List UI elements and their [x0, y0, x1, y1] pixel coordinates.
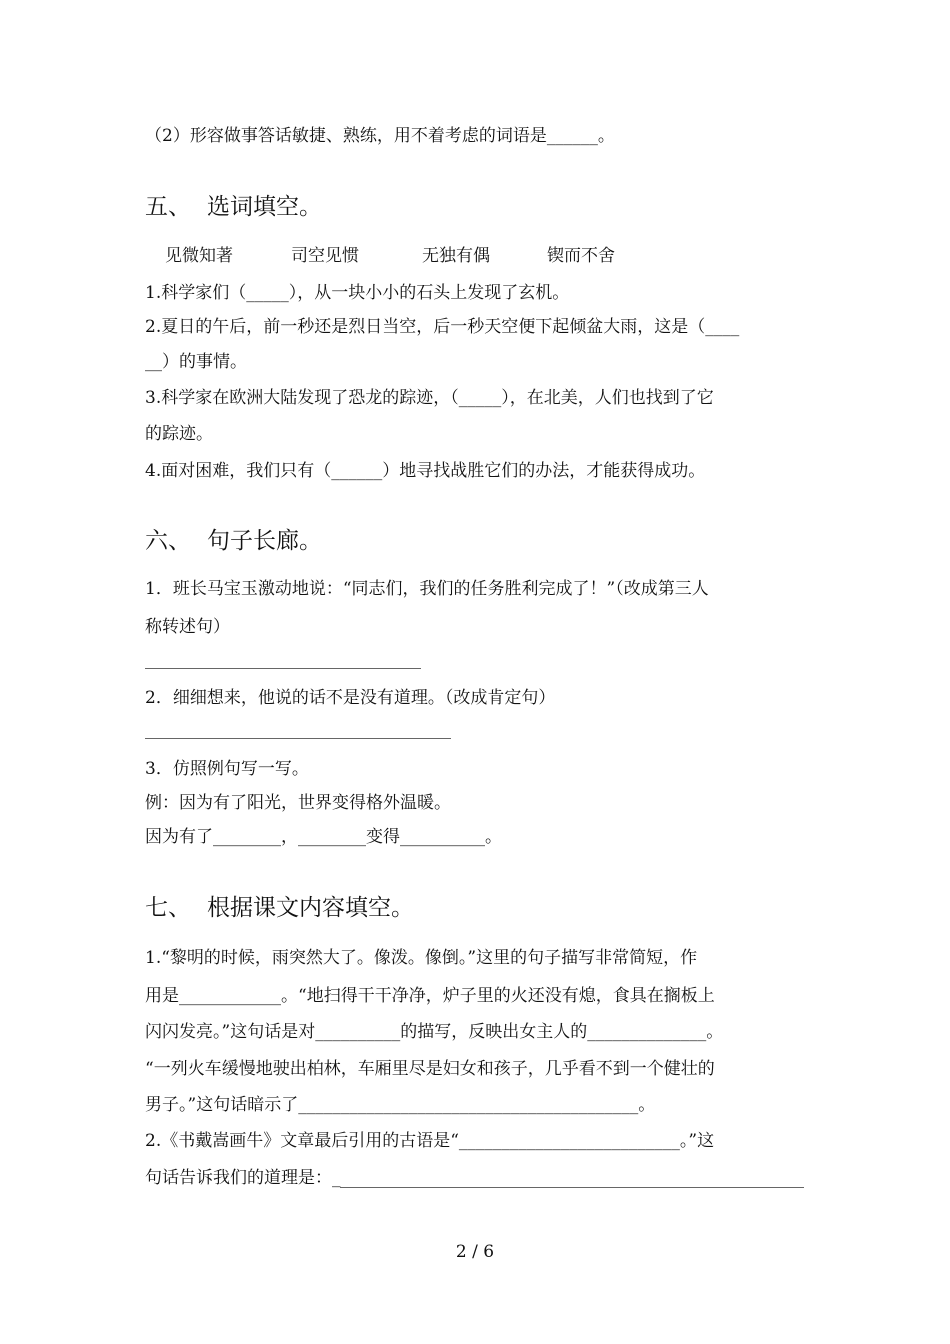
section-6-question-2: 2．细细想来，他说的话不是没有道理。（改成肯定句）	[145, 688, 556, 708]
word-bank-item: 无独有偶	[422, 246, 490, 266]
section-6-question-1: 1．班长马宝玉激动地说：“同志们，我们的任务胜利完成了！”（改成第三人	[145, 579, 709, 599]
section-7-line-6: 2.《书戴嵩画牛》文章最后引用的古语是“__________________________。”这	[145, 1131, 715, 1151]
section-5-heading	[145, 192, 322, 222]
word-bank	[165, 245, 615, 267]
answer-line[interactable]	[145, 738, 451, 739]
section-5-question-4: 4.面对困难，我们只有（______）地寻找战胜它们的办法，才能获得成功。	[145, 461, 706, 481]
word-bank-item: 见微知著	[165, 246, 233, 266]
section-7-number: 七、	[145, 895, 191, 921]
section-7-line-7: 句话告诉我们的道理是：_	[145, 1168, 341, 1188]
section-6-number: 六、	[145, 528, 191, 554]
section-6-fill-line: 因为有了________，________变得__________。	[145, 827, 502, 847]
page-number: 2 / 6	[455, 1242, 495, 1262]
section-7-line-5: 男子。”这句话暗示了________________________________________。	[145, 1095, 656, 1115]
section-7-heading	[145, 893, 414, 923]
answer-line[interactable]	[145, 668, 421, 669]
section-5-question-3: 3.科学家在欧洲大陆发现了恐龙的踪迹，（_____），在北美，人们也找到了它	[145, 388, 714, 408]
section-7-line-1: 1.“黎明的时候，雨突然大了。像泼。像倒。”这里的句子描写非常简短，作	[145, 948, 698, 968]
word-bank-item: 锲而不舍	[547, 246, 615, 266]
section-5-question-1: 1.科学家们（_____），从一块小小的石头上发现了玄机。	[145, 283, 570, 303]
section-7-line-2: 用是____________。“地扫得干干净净，炉子里的火还没有熄，食具在搁板上	[145, 986, 715, 1006]
answer-line[interactable]	[340, 1187, 804, 1188]
section-5-question-2-cont: __）的事情。	[145, 352, 247, 372]
word-bank-item: 司空见惯	[291, 246, 359, 266]
section-5-title: 选词填空。	[207, 194, 322, 220]
section-5-question-3-cont: 的踪迹。	[145, 424, 213, 444]
section-7-line-3: 闪闪发亮。”这句话是对__________的描写，反映出女主人的______________。	[145, 1022, 724, 1042]
question-4-item-2: （2）形容做事答话敏捷、熟练，用不着考虑的词语是______。	[145, 126, 615, 146]
section-6-question-1-cont: 称转述句）	[145, 617, 230, 637]
section-6-heading	[145, 526, 322, 556]
section-5-question-2: 2.夏日的午后，前一秒还是烈日当空，后一秒天空便下起倾盆大雨，这是（____	[145, 317, 740, 337]
section-5-number: 五、	[145, 194, 191, 220]
section-6-question-3: 3．仿照例句写一写。	[145, 759, 309, 779]
section-6-title: 句子长廊。	[207, 528, 322, 554]
section-6-example: 例：因为有了阳光，世界变得格外温暖。	[145, 793, 451, 813]
section-7-title: 根据课文内容填空。	[207, 895, 414, 921]
section-7-line-4: “一列火车缓慢地驶出柏林，车厢里尽是妇女和孩子，几乎看不到一个健壮的	[145, 1059, 715, 1079]
